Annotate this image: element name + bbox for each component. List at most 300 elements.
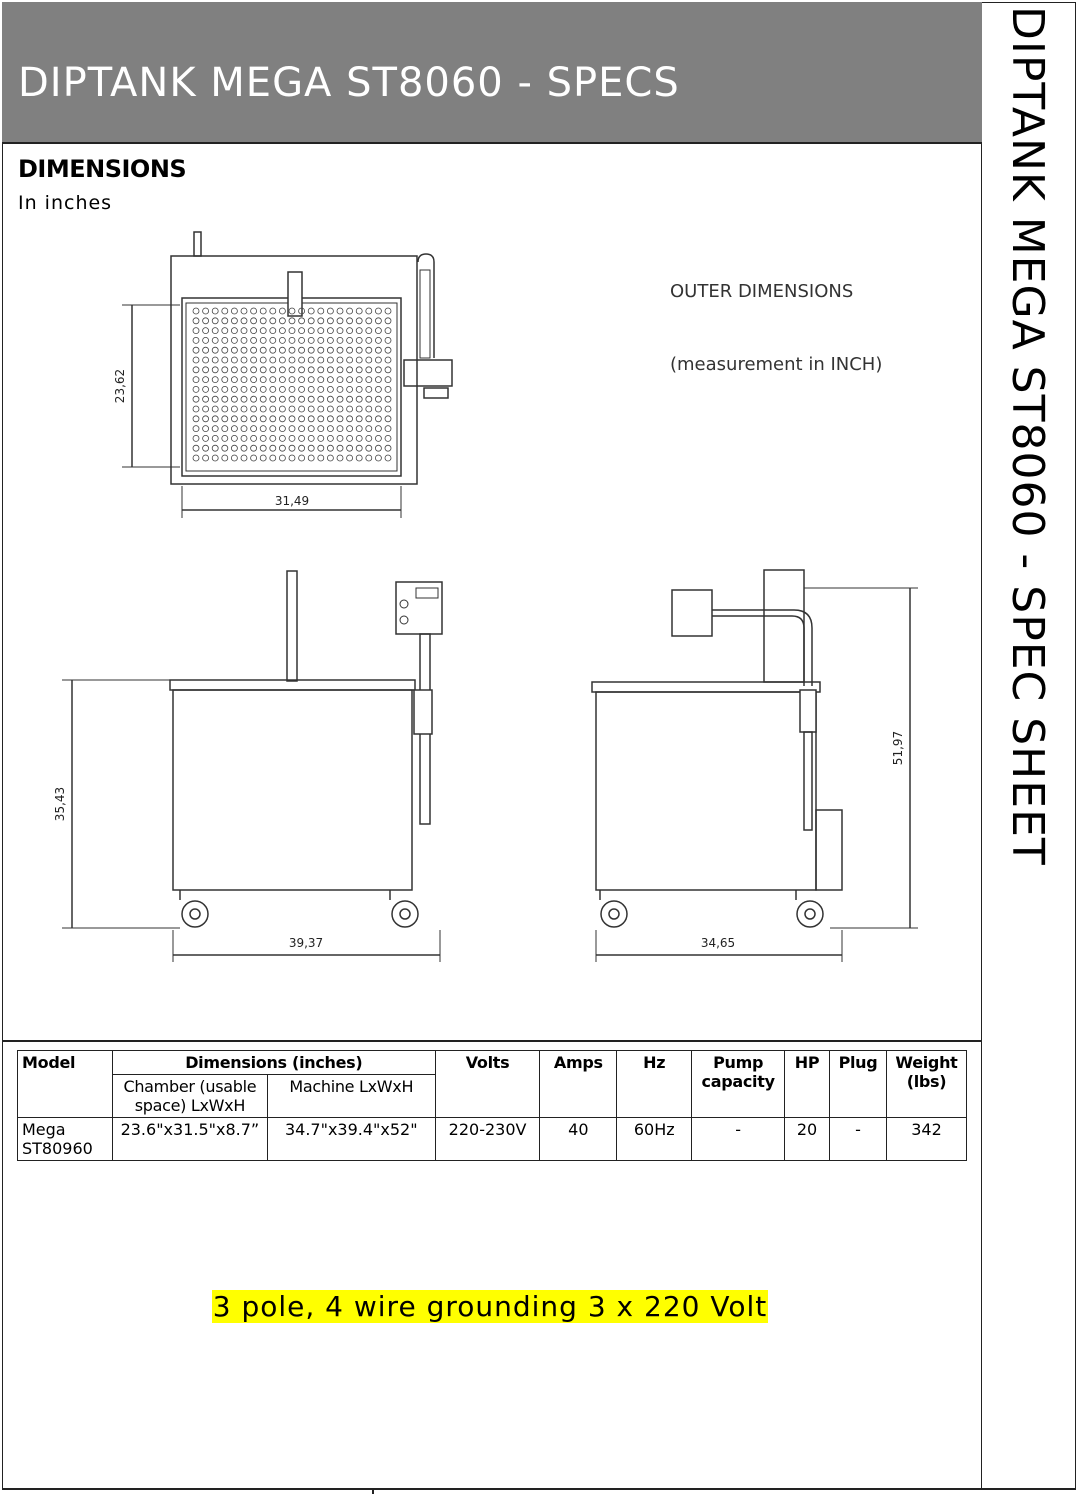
basket-hole bbox=[251, 406, 257, 412]
basket-hole bbox=[260, 357, 266, 363]
basket-hole bbox=[347, 406, 353, 412]
basket-hole bbox=[337, 386, 343, 392]
basket-hole bbox=[356, 357, 362, 363]
basket-hole bbox=[327, 318, 333, 324]
basket-hole bbox=[203, 406, 209, 412]
basket-hole bbox=[366, 377, 372, 383]
basket-hole bbox=[375, 318, 381, 324]
basket-hole bbox=[299, 386, 305, 392]
basket-hole bbox=[212, 386, 218, 392]
measurement-label: (measurement in INCH) bbox=[670, 354, 883, 375]
basket-hole bbox=[366, 426, 372, 432]
basket-hole bbox=[203, 347, 209, 353]
basket-hole bbox=[231, 386, 237, 392]
basket-hole bbox=[193, 337, 199, 343]
basket-hole bbox=[241, 328, 247, 334]
basket-hole bbox=[308, 328, 314, 334]
basket-hole bbox=[366, 406, 372, 412]
cell-plug: - bbox=[830, 1118, 887, 1161]
basket-hole bbox=[356, 445, 362, 451]
basket-hole bbox=[375, 445, 381, 451]
basket-hole bbox=[318, 416, 324, 422]
basket-hole bbox=[203, 328, 209, 334]
basket-hole bbox=[327, 367, 333, 373]
basket-hole bbox=[222, 308, 228, 314]
basket-hole bbox=[241, 357, 247, 363]
basket-hole bbox=[203, 377, 209, 383]
col-hz: Hz bbox=[617, 1051, 692, 1118]
basket-hole bbox=[318, 396, 324, 402]
basket-hole bbox=[299, 445, 305, 451]
basket-hole bbox=[347, 426, 353, 432]
cell-pump: - bbox=[692, 1118, 785, 1161]
basket-hole bbox=[241, 435, 247, 441]
basket-hole bbox=[279, 337, 285, 343]
basket-hole bbox=[241, 416, 247, 422]
basket-hole bbox=[289, 386, 295, 392]
basket-hole bbox=[308, 386, 314, 392]
basket-hole bbox=[299, 357, 305, 363]
basket-hole bbox=[251, 357, 257, 363]
basket-hole bbox=[241, 386, 247, 392]
basket-hole bbox=[366, 337, 372, 343]
cell-volts: 220-230V bbox=[435, 1118, 540, 1161]
basket-hole bbox=[203, 396, 209, 402]
basket-hole bbox=[222, 406, 228, 412]
basket-hole bbox=[222, 426, 228, 432]
footer-line bbox=[2, 1488, 1076, 1490]
dim-top-depth: 23,62 bbox=[113, 368, 127, 404]
basket-hole bbox=[231, 396, 237, 402]
basket-hole bbox=[308, 445, 314, 451]
basket-hole bbox=[366, 328, 372, 334]
basket-hole bbox=[289, 377, 295, 383]
basket-hole bbox=[318, 377, 324, 383]
basket-hole bbox=[356, 416, 362, 422]
basket-hole bbox=[241, 445, 247, 451]
basket-hole bbox=[241, 308, 247, 314]
basket-hole bbox=[241, 337, 247, 343]
basket-hole bbox=[251, 308, 257, 314]
basket-hole bbox=[375, 367, 381, 373]
basket-hole bbox=[375, 328, 381, 334]
col-weight: Weight (lbs) bbox=[886, 1051, 966, 1118]
basket-hole bbox=[251, 426, 257, 432]
basket-hole bbox=[337, 357, 343, 363]
basket-hole bbox=[260, 367, 266, 373]
basket-hole bbox=[337, 406, 343, 412]
col-model: Model bbox=[18, 1051, 113, 1118]
basket-hole bbox=[193, 435, 199, 441]
basket-hole bbox=[318, 426, 324, 432]
basket-hole bbox=[270, 416, 276, 422]
basket-hole bbox=[327, 416, 333, 422]
basket-hole bbox=[222, 396, 228, 402]
basket-hole bbox=[222, 357, 228, 363]
basket-hole bbox=[337, 455, 343, 461]
basket-hole bbox=[385, 406, 391, 412]
basket-hole bbox=[212, 308, 218, 314]
footer-tick bbox=[372, 1488, 374, 1494]
basket-hole bbox=[222, 318, 228, 324]
specs-table bbox=[17, 1050, 967, 1161]
dim-top-width: 31,49 bbox=[274, 494, 310, 508]
basket-hole bbox=[366, 386, 372, 392]
basket-hole bbox=[299, 416, 305, 422]
basket-hole bbox=[203, 367, 209, 373]
basket-hole bbox=[231, 377, 237, 383]
basket-hole bbox=[270, 406, 276, 412]
col-hp: HP bbox=[785, 1051, 830, 1118]
basket-hole bbox=[327, 396, 333, 402]
basket-hole bbox=[270, 357, 276, 363]
basket-hole bbox=[366, 367, 372, 373]
basket-hole bbox=[193, 396, 199, 402]
basket-hole bbox=[270, 435, 276, 441]
basket-hole bbox=[193, 445, 199, 451]
basket-hole bbox=[375, 426, 381, 432]
basket-hole bbox=[347, 318, 353, 324]
basket-hole bbox=[260, 406, 266, 412]
basket-hole bbox=[231, 426, 237, 432]
basket-hole bbox=[203, 445, 209, 451]
basket-hole bbox=[375, 396, 381, 402]
basket-hole bbox=[308, 377, 314, 383]
basket-hole bbox=[212, 455, 218, 461]
basket-hole bbox=[231, 308, 237, 314]
basket-hole bbox=[260, 347, 266, 353]
basket-hole bbox=[270, 328, 276, 334]
basket-hole bbox=[327, 445, 333, 451]
basket-hole bbox=[279, 386, 285, 392]
table-header-row bbox=[18, 1051, 967, 1075]
basket-hole bbox=[279, 347, 285, 353]
basket-hole bbox=[251, 318, 257, 324]
basket-hole bbox=[260, 386, 266, 392]
basket-hole bbox=[327, 386, 333, 392]
basket-hole bbox=[337, 445, 343, 451]
basket-hole bbox=[231, 367, 237, 373]
basket-hole bbox=[193, 308, 199, 314]
basket-hole bbox=[366, 357, 372, 363]
cell-weight: 342 bbox=[886, 1118, 966, 1161]
basket-hole bbox=[270, 455, 276, 461]
basket-hole bbox=[203, 386, 209, 392]
basket-hole bbox=[308, 406, 314, 412]
basket-hole bbox=[260, 416, 266, 422]
basket-hole bbox=[375, 347, 381, 353]
cell-machine: 34.7"x39.4"x52" bbox=[267, 1118, 435, 1161]
basket-hole bbox=[299, 455, 305, 461]
basket-hole bbox=[299, 377, 305, 383]
basket-hole bbox=[318, 455, 324, 461]
basket-hole bbox=[289, 396, 295, 402]
basket-hole bbox=[337, 367, 343, 373]
basket-hole bbox=[289, 406, 295, 412]
basket-hole bbox=[241, 455, 247, 461]
basket-hole bbox=[308, 337, 314, 343]
basket-hole bbox=[289, 318, 295, 324]
basket-hole bbox=[356, 347, 362, 353]
page-title: DIPTANK MEGA ST8060 - SPECS bbox=[18, 60, 680, 106]
basket-hole bbox=[318, 445, 324, 451]
basket-hole bbox=[337, 308, 343, 314]
basket-hole bbox=[356, 308, 362, 314]
basket-hole bbox=[385, 357, 391, 363]
basket-hole bbox=[327, 377, 333, 383]
basket-hole bbox=[327, 308, 333, 314]
basket-hole bbox=[356, 386, 362, 392]
wiring-note-text: 3 pole, 4 wire grounding 3 x 220 Volt bbox=[212, 1290, 768, 1323]
basket-hole bbox=[318, 386, 324, 392]
basket-hole bbox=[289, 435, 295, 441]
basket-hole bbox=[251, 416, 257, 422]
basket-hole bbox=[212, 347, 218, 353]
basket-hole bbox=[337, 435, 343, 441]
basket-hole bbox=[193, 347, 199, 353]
basket-hole bbox=[193, 367, 199, 373]
side-title: DIPTANK MEGA ST8060 - SPEC SHEET bbox=[1002, 6, 1053, 866]
basket-hole bbox=[279, 396, 285, 402]
basket-hole bbox=[347, 377, 353, 383]
basket-hole bbox=[212, 318, 218, 324]
basket-hole bbox=[241, 367, 247, 373]
basket-hole bbox=[356, 337, 362, 343]
basket-hole bbox=[193, 416, 199, 422]
basket-hole bbox=[366, 416, 372, 422]
basket-hole bbox=[241, 396, 247, 402]
basket-hole bbox=[337, 347, 343, 353]
basket-hole bbox=[231, 337, 237, 343]
table-row bbox=[18, 1118, 967, 1161]
basket-hole bbox=[231, 406, 237, 412]
basket-hole bbox=[222, 386, 228, 392]
basket-hole bbox=[375, 435, 381, 441]
basket-hole bbox=[251, 435, 257, 441]
basket-hole bbox=[231, 416, 237, 422]
basket-hole bbox=[347, 455, 353, 461]
basket-hole bbox=[289, 455, 295, 461]
basket-hole bbox=[212, 435, 218, 441]
basket-hole bbox=[308, 455, 314, 461]
basket-hole bbox=[231, 455, 237, 461]
basket-hole bbox=[279, 445, 285, 451]
cell-hp: 20 bbox=[785, 1118, 830, 1161]
top-view bbox=[122, 232, 452, 518]
dim-front-width: 39,37 bbox=[288, 936, 324, 950]
basket-hole bbox=[289, 357, 295, 363]
basket-hole bbox=[347, 445, 353, 451]
basket-hole bbox=[385, 377, 391, 383]
basket-hole bbox=[366, 308, 372, 314]
basket-hole bbox=[279, 308, 285, 314]
basket-hole bbox=[270, 377, 276, 383]
basket-hole bbox=[347, 416, 353, 422]
basket-hole bbox=[193, 377, 199, 383]
basket-hole bbox=[212, 337, 218, 343]
cell-hz: 60Hz bbox=[617, 1118, 692, 1161]
basket-hole bbox=[356, 318, 362, 324]
basket-hole bbox=[279, 377, 285, 383]
basket-hole bbox=[318, 337, 324, 343]
basket-hole bbox=[212, 426, 218, 432]
basket-hole bbox=[222, 337, 228, 343]
basket-hole bbox=[385, 396, 391, 402]
dim-front-height: 35,43 bbox=[53, 786, 67, 822]
basket-hole bbox=[299, 396, 305, 402]
basket-hole bbox=[251, 367, 257, 373]
basket-hole bbox=[347, 308, 353, 314]
basket-hole bbox=[385, 386, 391, 392]
basket-hole bbox=[299, 328, 305, 334]
basket-hole bbox=[308, 435, 314, 441]
col-pump: Pump capacity bbox=[692, 1051, 785, 1118]
basket-hole bbox=[356, 396, 362, 402]
basket-hole bbox=[347, 386, 353, 392]
basket-hole bbox=[251, 328, 257, 334]
basket-hole bbox=[193, 406, 199, 412]
basket-hole bbox=[308, 318, 314, 324]
basket-hole bbox=[203, 455, 209, 461]
basket-hole bbox=[318, 347, 324, 353]
basket-hole bbox=[222, 445, 228, 451]
basket-hole bbox=[203, 435, 209, 441]
basket-hole bbox=[318, 318, 324, 324]
basket-hole bbox=[193, 357, 199, 363]
basket-hole bbox=[260, 435, 266, 441]
basket-hole bbox=[337, 416, 343, 422]
basket-hole bbox=[308, 426, 314, 432]
basket-hole bbox=[203, 318, 209, 324]
basket-hole bbox=[308, 357, 314, 363]
basket-hole bbox=[356, 406, 362, 412]
basket-hole bbox=[385, 445, 391, 451]
col-plug: Plug bbox=[830, 1051, 887, 1118]
basket-hole bbox=[385, 337, 391, 343]
basket-hole bbox=[318, 367, 324, 373]
basket-hole bbox=[241, 426, 247, 432]
basket-hole bbox=[375, 357, 381, 363]
side-view bbox=[592, 570, 918, 962]
basket-hole bbox=[385, 328, 391, 334]
basket-hole bbox=[193, 426, 199, 432]
basket-hole bbox=[327, 347, 333, 353]
unit-note: In inches bbox=[18, 192, 113, 214]
basket-hole bbox=[270, 386, 276, 392]
outer-dimensions-label: OUTER DIMENSIONS bbox=[670, 281, 854, 302]
basket-hole bbox=[299, 426, 305, 432]
col-chamber: Chamber (usable space) LxWxH bbox=[112, 1075, 267, 1118]
basket-hole bbox=[375, 455, 381, 461]
basket-hole bbox=[270, 445, 276, 451]
basket-hole-grid bbox=[193, 308, 391, 461]
basket-hole bbox=[212, 406, 218, 412]
basket-hole bbox=[279, 367, 285, 373]
col-amps: Amps bbox=[540, 1051, 617, 1118]
section-divider bbox=[2, 1040, 982, 1042]
basket-hole bbox=[375, 416, 381, 422]
basket-hole bbox=[299, 337, 305, 343]
basket-hole bbox=[327, 426, 333, 432]
basket-hole bbox=[251, 377, 257, 383]
cell-model: Mega ST80960 bbox=[18, 1118, 113, 1161]
cell-chamber: 23.6"x31.5"x8.7” bbox=[112, 1118, 267, 1161]
basket-hole bbox=[366, 435, 372, 441]
basket-hole bbox=[289, 367, 295, 373]
basket-hole bbox=[347, 357, 353, 363]
basket-hole bbox=[203, 308, 209, 314]
basket-hole bbox=[289, 426, 295, 432]
basket-hole bbox=[337, 318, 343, 324]
basket-hole bbox=[289, 337, 295, 343]
basket-hole bbox=[212, 396, 218, 402]
basket-hole bbox=[260, 426, 266, 432]
basket-hole bbox=[193, 455, 199, 461]
basket-hole bbox=[356, 455, 362, 461]
basket-hole bbox=[212, 357, 218, 363]
basket-hole bbox=[366, 445, 372, 451]
basket-hole bbox=[327, 357, 333, 363]
basket-hole bbox=[366, 318, 372, 324]
basket-hole bbox=[356, 367, 362, 373]
basket-hole bbox=[299, 435, 305, 441]
basket-hole bbox=[375, 377, 381, 383]
basket-hole bbox=[231, 328, 237, 334]
basket-hole bbox=[222, 347, 228, 353]
basket-hole bbox=[231, 435, 237, 441]
basket-hole bbox=[385, 347, 391, 353]
basket-hole bbox=[385, 416, 391, 422]
basket-hole bbox=[347, 396, 353, 402]
basket-hole bbox=[289, 416, 295, 422]
basket-hole bbox=[193, 318, 199, 324]
basket-hole bbox=[270, 367, 276, 373]
basket-hole bbox=[356, 426, 362, 432]
basket-hole bbox=[260, 445, 266, 451]
basket-hole bbox=[375, 386, 381, 392]
basket-hole bbox=[260, 396, 266, 402]
basket-hole bbox=[347, 367, 353, 373]
basket-hole bbox=[327, 328, 333, 334]
basket-hole bbox=[318, 308, 324, 314]
dim-side-height: 51,97 bbox=[891, 730, 905, 766]
basket-hole bbox=[251, 445, 257, 451]
basket-hole bbox=[299, 406, 305, 412]
basket-hole bbox=[260, 337, 266, 343]
col-volts: Volts bbox=[435, 1051, 540, 1118]
basket-hole bbox=[231, 347, 237, 353]
basket-hole bbox=[222, 367, 228, 373]
basket-hole bbox=[327, 337, 333, 343]
basket-hole bbox=[385, 308, 391, 314]
basket-hole bbox=[375, 337, 381, 343]
basket-hole bbox=[222, 455, 228, 461]
basket-hole bbox=[299, 367, 305, 373]
basket-hole bbox=[203, 357, 209, 363]
basket-hole bbox=[318, 406, 324, 412]
basket-hole bbox=[260, 318, 266, 324]
basket-hole bbox=[375, 308, 381, 314]
basket-hole bbox=[299, 318, 305, 324]
basket-hole bbox=[212, 377, 218, 383]
cell-amps: 40 bbox=[540, 1118, 617, 1161]
basket-hole bbox=[231, 357, 237, 363]
basket-hole bbox=[279, 416, 285, 422]
basket-hole bbox=[385, 455, 391, 461]
section-title: DIMENSIONS bbox=[18, 155, 187, 183]
dim-side-width: 34,65 bbox=[700, 936, 736, 950]
basket-hole bbox=[260, 377, 266, 383]
